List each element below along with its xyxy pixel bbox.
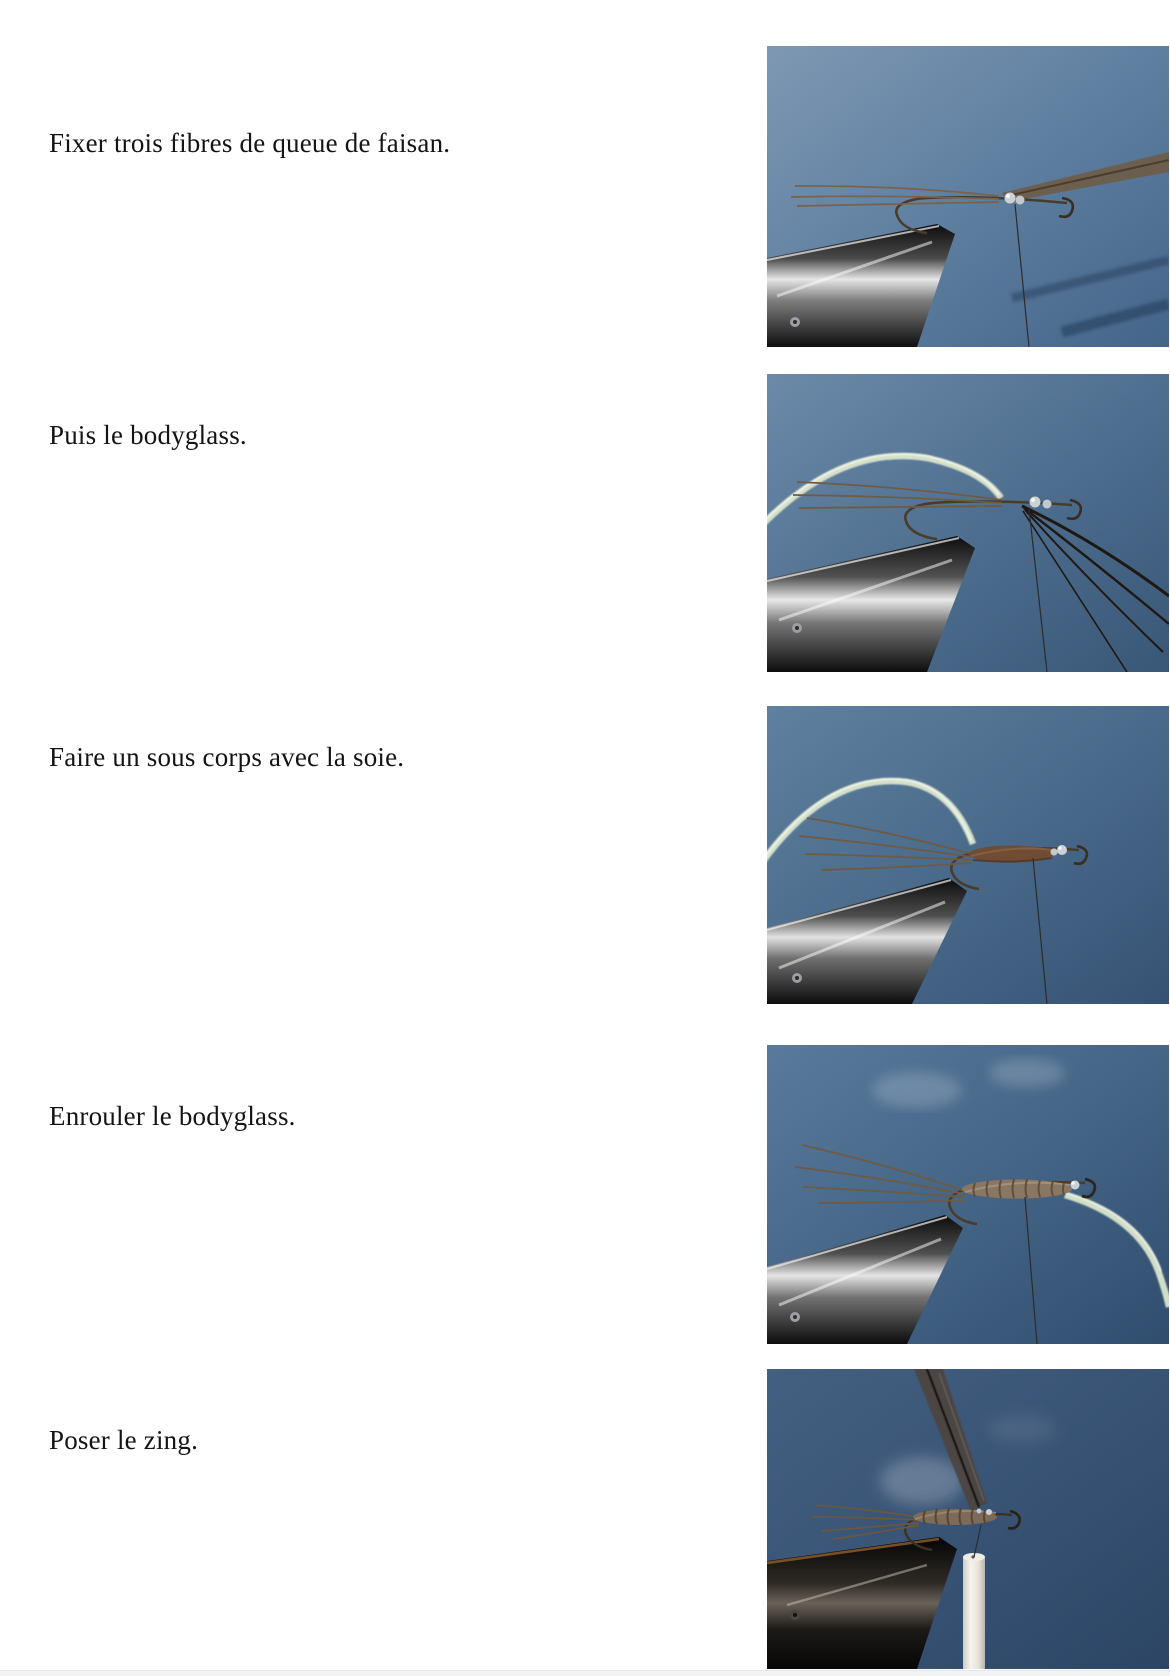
thread-wraps (1071, 1181, 1080, 1190)
step-photo-3 (767, 706, 1169, 1004)
white-post (963, 1553, 985, 1669)
page-bottom-divider (0, 1670, 1170, 1676)
underbody (969, 846, 1055, 863)
step-caption-3: Faire un sous corps avec la soie. (49, 742, 405, 772)
step-photo-4 (767, 1045, 1169, 1344)
step-photo-5 (767, 1369, 1169, 1669)
step-caption-2: Puis le bodyglass. (49, 420, 247, 450)
step-photo-1 (767, 46, 1169, 347)
fly-vise-photo-3-illustration (767, 706, 1169, 1004)
fly-vise-photo-1-illustration (767, 46, 1169, 347)
step-caption-4: Enrouler le bodyglass. (49, 1101, 296, 1131)
step-photo-2 (767, 374, 1169, 672)
fly-vise-photo-4-illustration (767, 1045, 1169, 1344)
step-caption-5: Poser le zing. (49, 1425, 199, 1455)
fly-vise-photo-5-illustration (767, 1369, 1169, 1669)
step-caption-1: Fixer trois fibres de queue de faisan. (49, 128, 451, 158)
fly-vise-photo-2-illustration (767, 374, 1169, 672)
